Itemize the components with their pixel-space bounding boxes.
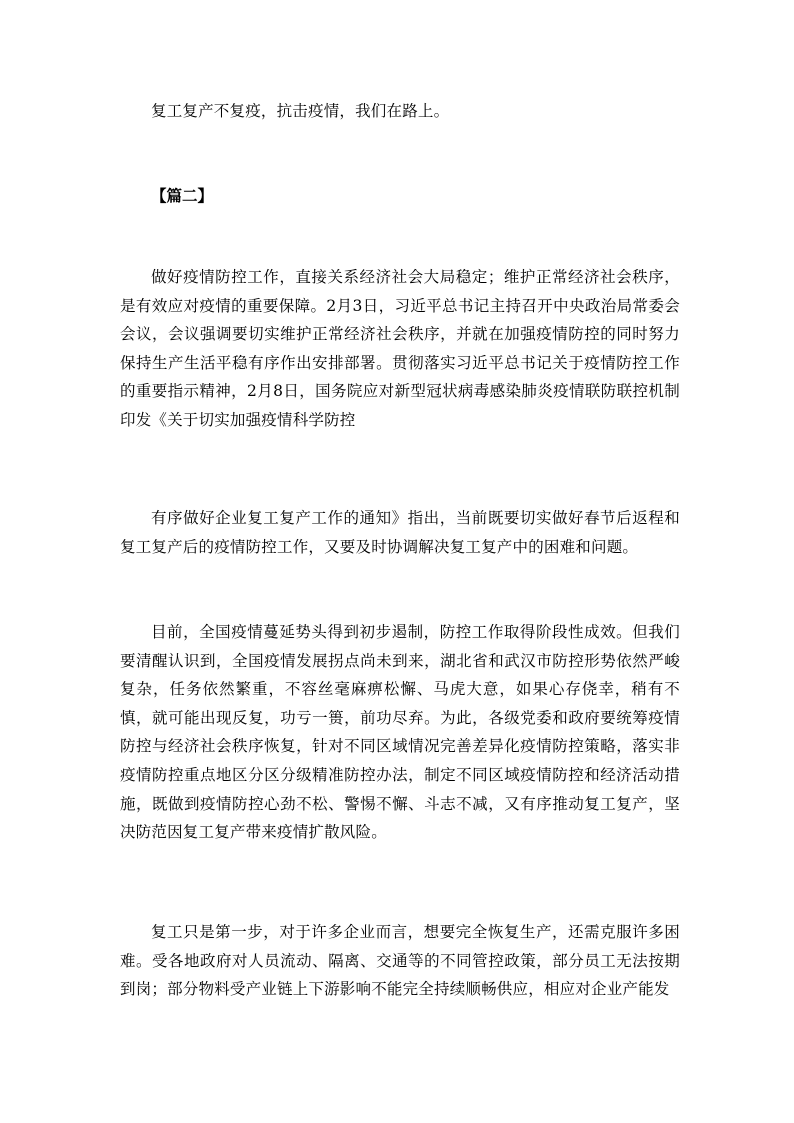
paragraph-1: 做好疫情防控工作，直接关系经济社会大局稳定；维护正常经济社会秩序，是有效应对疫情的重要保障。2月3日，习近平总书记主持召开中央政治局常委会会议，会议强调要切实维护正常经济社会秩序，并就在加强疫情防控的同时努力保持生产生活平稳有序作出安排部署。贯彻落实习近平总书记关于疫情防控工作的重要指示精神，2月8日，国务院应对新型冠状病毒感染肺炎疫情联防联控机制印发《关于切实加强疫情科学防控 <box>120 268 680 429</box>
closing-paragraph: 复工复产不复疫，抗击疫情，我们在路上。 <box>151 102 450 120</box>
paragraph-4: 复工只是第一步，对于许多企业而言，想要完全恢复生产，还需克服许多困难。受各地政府对人员流动、隔离、交通等的不同管控政策，部分员工无法按期到岗；部分物料受产业链上下游影响不能完全持续顺畅供应，相应对企业产能发 <box>120 923 680 999</box>
paragraph-3: 目前，全国疫情蔓延势头得到初步遏制，防控工作取得阶段性成效。但我们要清醒认识到，全国疫情发展拐点尚未到来，湖北省和武汉市防控形势依然严峻复杂，任务依然繁重，不容丝毫麻痹松懈、马虎大意，如果心存侥幸，稍有不慎，就可能出现反复，功亏一篑，前功尽弃。为此，各级党委和政府要统筹疫情防控与经济社会秩序恢复，针对不同区域情况完善差异化疫情防控策略，落实非疫情防控重点地区分区分级精准防控办法，制定不同区域疫情防控和经济活动措施，既做到疫情防控心劲不松、警惕不懈、斗志不减，又有序推动复工复产，坚决防范因复工复产带来疫情扩散风险。 <box>120 623 680 842</box>
paragraph-2: 有序做好企业复工复产工作的通知》指出，当前既要切实做好春节后返程和复工复产后的疫情防控工作，又要及时协调解决复工复产中的困难和问题。 <box>120 509 680 556</box>
section-heading: 【篇二】 <box>151 186 214 205</box>
